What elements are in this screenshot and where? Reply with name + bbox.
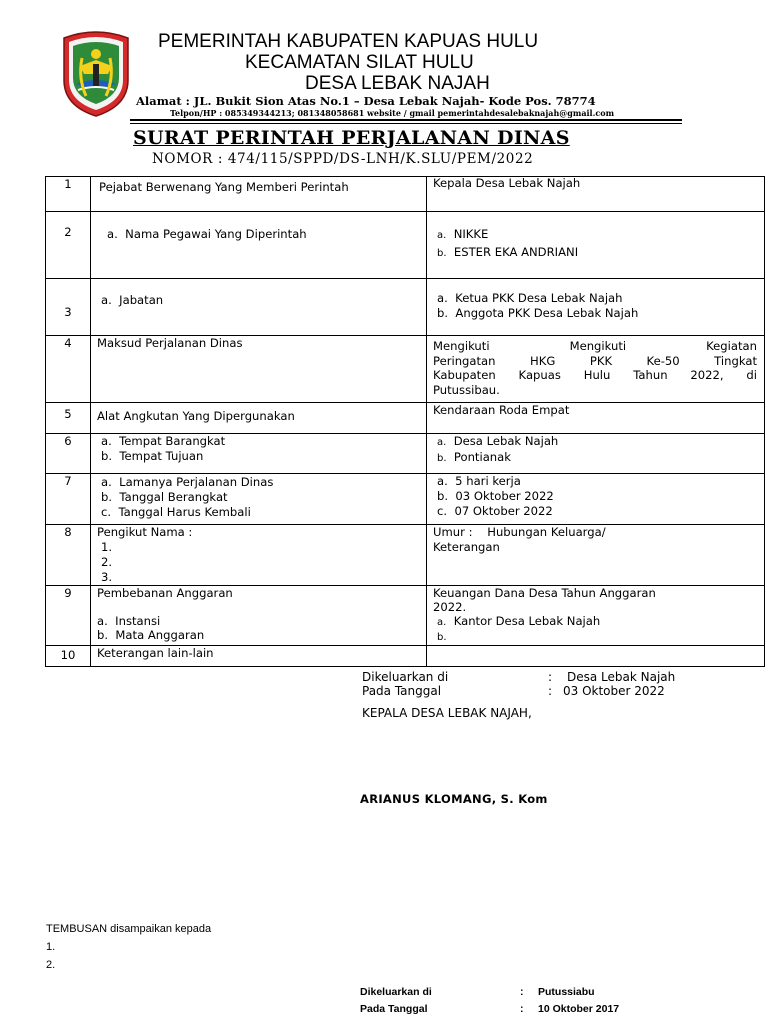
row-label: Alat Angkutan Yang Dipergunakan — [91, 403, 427, 434]
row-label: Pembebanan Anggaran a. Instansi b. Mata Anggaran — [91, 586, 427, 646]
row-value: Kepala Desa Lebak Najah — [427, 177, 765, 212]
table-row — [46, 474, 765, 525]
row-value: a. Desa Lebak Najah b. Pontianak — [427, 434, 765, 474]
table-row — [46, 212, 765, 279]
footer-issued-label: Dikeluarkan di — [360, 986, 432, 998]
row-number: 3 — [46, 279, 91, 336]
row-number: 1 — [46, 177, 91, 212]
letterhead-rule-thick — [130, 119, 682, 121]
row-number: 6 — [46, 434, 91, 474]
regency-logo — [60, 28, 132, 118]
row-number: 8 — [46, 525, 91, 586]
header-contact: Telpon/HP : 085349344213; 081348058681 website / gmail pemerintahdesalebaknajah@gmail.com — [170, 108, 615, 118]
footer-issued-value: Putussiabu — [538, 986, 595, 998]
table-row — [46, 434, 765, 474]
footer-issued-colon: : — [520, 986, 524, 998]
letterhead-rule-thin — [130, 123, 682, 124]
row-value: a. 5 hari kerja b. 03 Oktober 2022 c. 07 Oktober 2022 — [427, 474, 765, 525]
row-value: Umur : Hubungan Keluarga/ Keterangan — [427, 525, 765, 586]
row-number: 9 — [46, 586, 91, 646]
table-row — [46, 525, 765, 586]
row-label: Pengikut Nama : 1. 2. 3. — [91, 525, 427, 586]
row-number: 4 — [46, 336, 91, 403]
row-label: Pejabat Berwenang Yang Memberi Perintah — [91, 177, 427, 212]
table-row — [46, 177, 765, 212]
row-number: 10 — [46, 646, 91, 667]
issued-place-label: Dikeluarkan di — [362, 670, 449, 684]
row-value: Mengikuti Mengikuti Kegiatan Peringatan HKG PKK Ke-50 Tingkat Kabupaten Kapuas Hulu Tahun 2022, di Putussibau. — [427, 336, 765, 403]
document-number: NOMOR : 474/115/SPPD/DS-LNH/K.SLU/PEM/2022 — [152, 151, 534, 167]
row-value — [427, 646, 765, 667]
row-number: 5 — [46, 403, 91, 434]
header-government: PEMERINTAH KABUPATEN KAPUAS HULU — [158, 31, 539, 52]
copy-to-heading: TEMBUSAN disampaikan kepada — [46, 923, 212, 935]
row-value: a. NIKKE b. ESTER EKA ANDRIANI — [427, 212, 765, 279]
table-row — [46, 586, 765, 646]
footer-date-value: 10 Oktober 2017 — [538, 1003, 620, 1015]
row-number: 2 — [46, 212, 91, 279]
row-label: a. Jabatan — [91, 279, 427, 336]
copy-to-item: 1. — [46, 941, 56, 953]
issued-date-label: Pada Tanggal — [362, 684, 442, 698]
table-row — [46, 279, 765, 336]
footer-date-label: Pada Tanggal — [360, 1003, 428, 1015]
row-label: a. Tempat Barangkat b. Tempat Tujuan — [91, 434, 427, 474]
travel-order-table — [45, 176, 765, 667]
header-district: KECAMATAN SILAT HULU — [245, 52, 474, 73]
row-value: Kendaraan Roda Empat — [427, 403, 765, 434]
row-label: Maksud Perjalanan Dinas — [91, 336, 427, 403]
row-label: Keterangan lain-lain — [91, 646, 427, 667]
issued-place-colon: : — [548, 670, 553, 684]
issued-date-colon: : — [548, 684, 553, 698]
table-row — [46, 646, 765, 667]
row-label: a. Nama Pegawai Yang Diperintah — [91, 212, 427, 279]
row-number: 7 — [46, 474, 91, 525]
copy-to-item: 2. — [46, 959, 56, 971]
header-village: DESA LEBAK NAJAH — [305, 73, 490, 94]
table-row — [46, 336, 765, 403]
document-title: SURAT PERINTAH PERJALANAN DINAS — [133, 127, 570, 149]
signatory-name: ARIANUS KLOMANG, S. Kom — [360, 792, 548, 806]
header-address: Alamat : JL. Bukit Sion Atas No.1 – Desa Lebak Najah- Kode Pos. 78774 — [136, 94, 596, 108]
row-value: a. Ketua PKK Desa Lebak Najah b. Anggota PKK Desa Lebak Najah — [427, 279, 765, 336]
row-label: a. Lamanya Perjalanan Dinas b. Tanggal Berangkat c. Tanggal Harus Kembali — [91, 474, 427, 525]
table-row — [46, 403, 765, 434]
issued-place-value: Desa Lebak Najah — [567, 670, 676, 684]
footer-date-colon: : — [520, 1003, 524, 1015]
signatory-office: KEPALA DESA LEBAK NAJAH, — [362, 706, 532, 720]
row-value: Keuangan Dana Desa Tahun Anggaran 2022. a. Kantor Desa Lebak Najah b. — [427, 586, 765, 646]
coat-of-arms-icon — [60, 28, 132, 118]
issued-date-value: 03 Oktober 2022 — [563, 684, 665, 698]
